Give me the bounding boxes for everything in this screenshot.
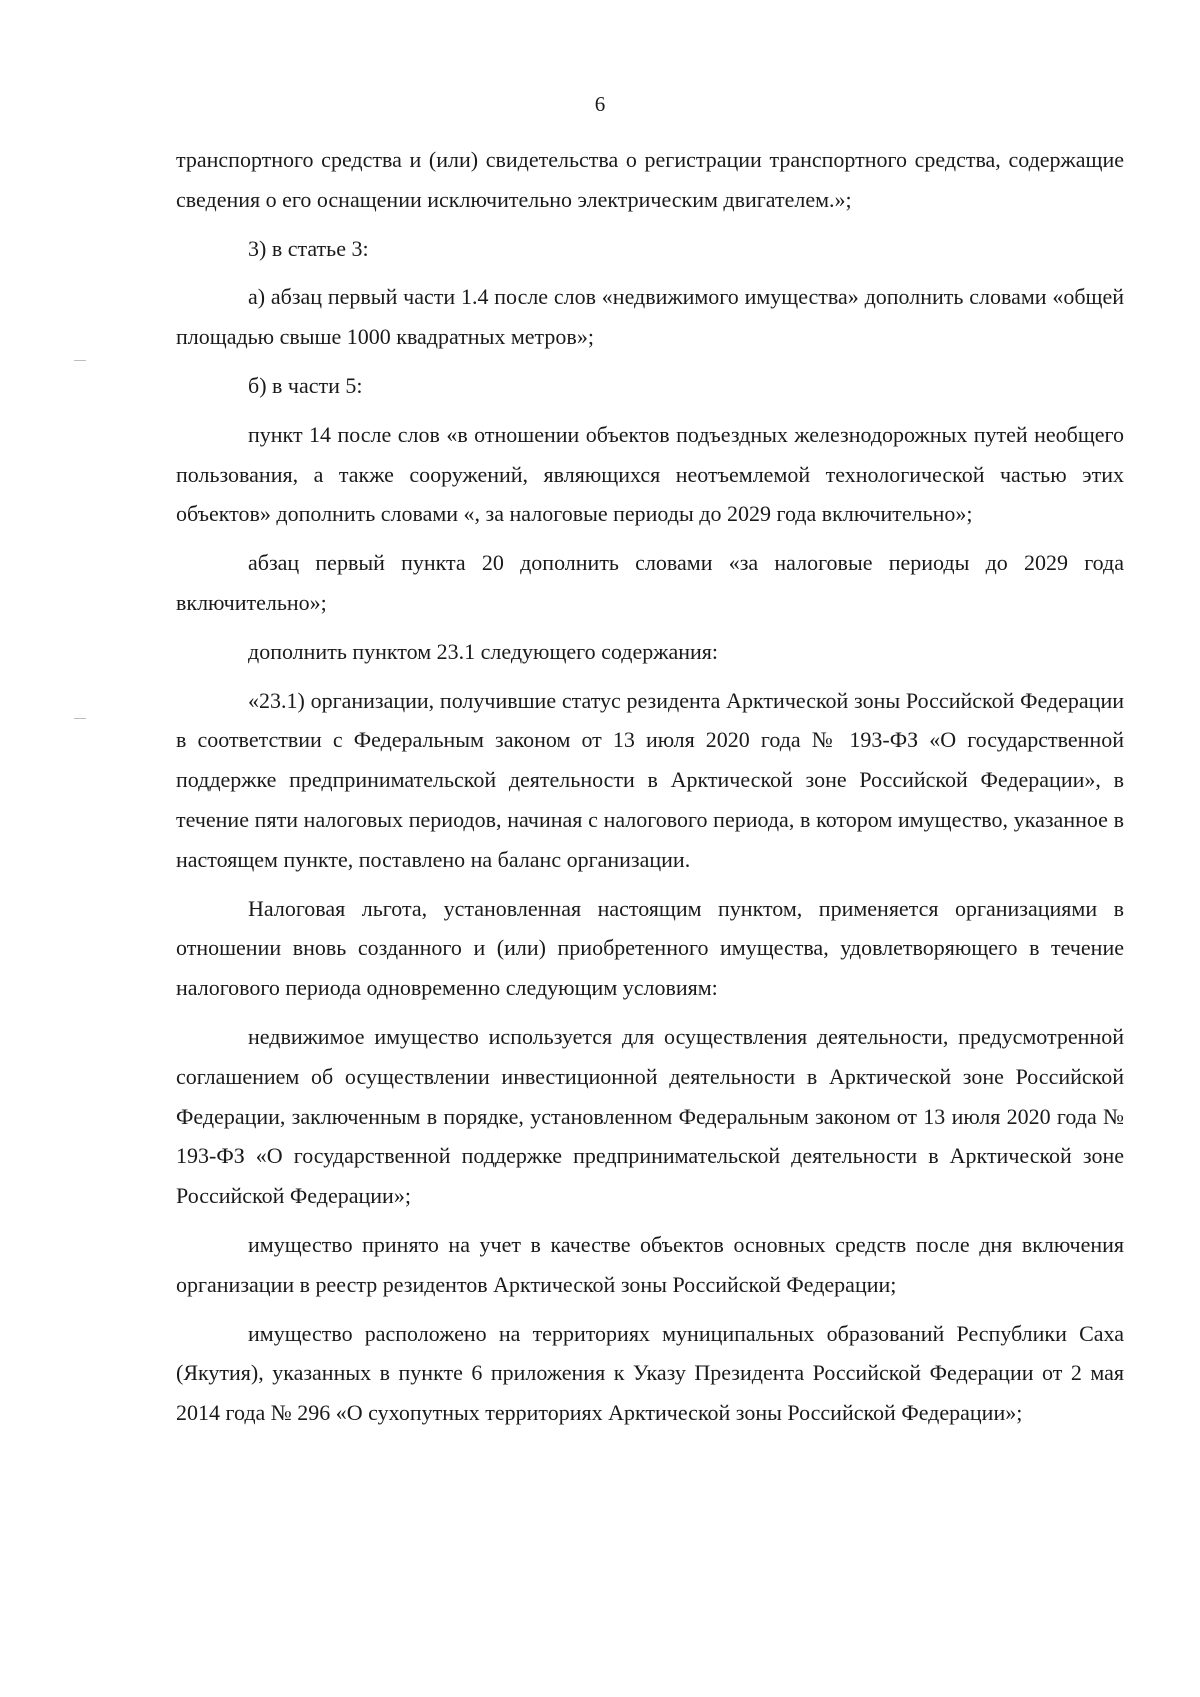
paragraph: б) в части 5: xyxy=(248,372,363,398)
paragraph: абзац первый пункта 20 дополнить словами «за налоговые периоды до 2029 года включительно»; xyxy=(176,550,1124,615)
document-body xyxy=(176,140,1124,1442)
paragraph: пункт 14 после слов «в отношении объектов подъездных железнодорожных путей необщего пользования, а также сооружений, являющихся неотъемлемой технологической частью этих объектов» дополнить словами «, за налоговые периоды до 2029 года включительно»; xyxy=(176,421,1124,527)
paragraph: «23.1) организации, получившие статус резидента Арктической зоны Российской Федерации в соответствии с Федеральным законом от 13 июля 2020 года № 193-ФЗ «О государственной поддержке предпринимательской деятельности в Арктической зоне Российской Федерации», в течение пяти налоговых периодов, начиная с налогового периода, в котором имущество, указанное в настоящем пункте, поставлено на баланс организации. xyxy=(176,687,1124,872)
paragraph: имущество принято на учет в качестве объектов основных средств после дня включения организации в реестр резидентов Арктической зоны Российской Федерации; xyxy=(176,1231,1124,1297)
paragraph: а) абзац первый части 1.4 после слов «недвижимого имущества» дополнить словами «общей площадью свыше 1000 квадратных метров»; xyxy=(176,284,1124,350)
paragraph: 3) в статье 3: xyxy=(248,235,369,261)
scan-mark xyxy=(74,718,86,719)
page-number: 6 xyxy=(594,92,606,116)
scan-mark xyxy=(74,360,86,361)
paragraph: недвижимое имущество используется для осуществления деятельности, предусмотренной соглашением об осуществлении инвестиционной деятельности в Арктической зоне Российской Федерации, заключенным в порядке, установленном Федеральным законом от 13 июля 2020 года № 193-ФЗ «О государственной поддержке предпринимательской деятельности в Арктической зоне Российской Федерации»; xyxy=(176,1023,1124,1209)
paragraph: дополнить пунктом 23.1 следующего содержания: xyxy=(248,638,718,664)
paragraph: имущество расположено на территориях муниципальных образований Республики Саха (Якутия), указанных в пункте 6 приложения к Указу Президента Российской Федерации от 2 мая 2014 года № 296 «О сухопутных территориях Арктической зоны Российской Федерации»; xyxy=(176,1320,1124,1426)
paragraph: транспортного средства и (или) свидетельства о регистрации транспортного средства, содержащие сведения о его оснащении исключительно электрическим двигателем.»; xyxy=(176,147,1124,212)
paragraph: Налоговая льгота, установленная настоящим пунктом, применяется организациями в отношении вновь созданного и (или) приобретенного имущества, удовлетворяющего в течение налогового периода одновременно следующим условиям: xyxy=(176,895,1124,1001)
